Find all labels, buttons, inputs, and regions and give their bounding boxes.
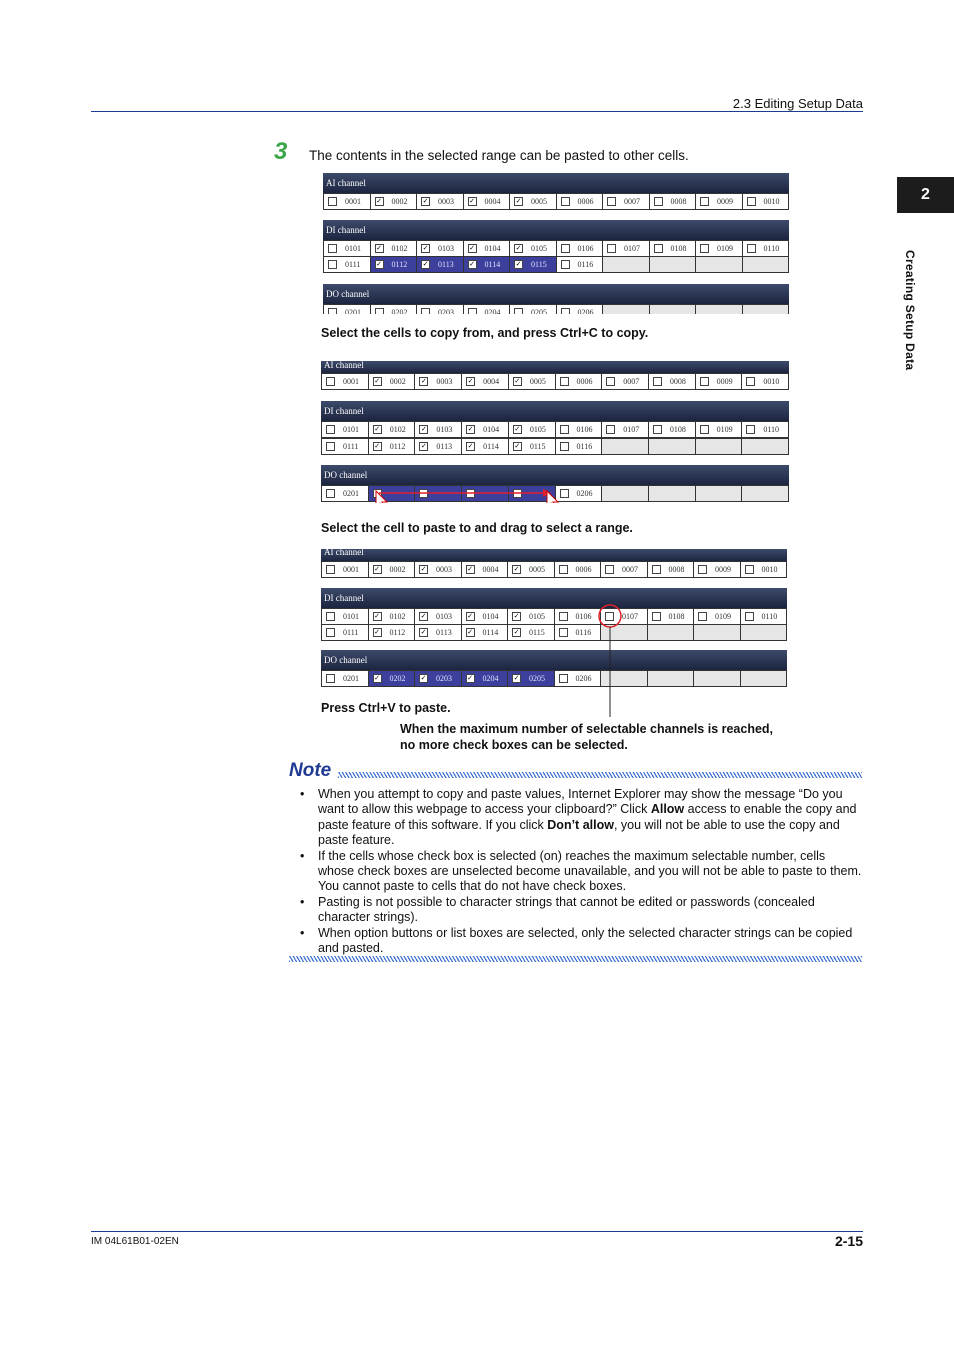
chapter-tab: 2: [897, 177, 954, 213]
checkbox-icon[interactable]: [747, 244, 756, 253]
channel-cell[interactable]: 0107: [601, 422, 648, 437]
caption-paste: Press Ctrl+V to paste.: [321, 701, 451, 715]
channel-cell[interactable]: ✓ 0002: [368, 562, 415, 577]
channel-cell[interactable]: 0007: [601, 374, 648, 389]
channel-cell[interactable]: 0201: [322, 486, 368, 501]
checkbox-icon[interactable]: [698, 565, 707, 574]
channel-cell[interactable]: 0010: [742, 194, 789, 209]
channel-cell-pasted[interactable]: ✓ 0203: [414, 671, 461, 686]
checkbox-checked-icon[interactable]: ✓: [420, 442, 427, 450]
dont-allow-term: Don’t allow: [547, 817, 614, 832]
header-rule: [91, 111, 863, 112]
note-bottom-stripe: [289, 956, 862, 962]
checkbox-icon[interactable]: [326, 628, 335, 637]
empty-cell: [693, 625, 740, 640]
chapter-title: Creating Setup Data: [903, 250, 917, 371]
checkbox-icon[interactable]: [747, 197, 756, 206]
checkbox-checked-icon[interactable]: ✓: [469, 244, 475, 252]
channel-cell[interactable]: 0010: [740, 562, 787, 577]
checkbox-icon[interactable]: [326, 674, 335, 683]
screenshot-drag: [321, 361, 789, 503]
checkbox-checked-icon[interactable]: ✓: [376, 197, 382, 205]
checkbox-checked-icon[interactable]: ✓: [513, 612, 520, 620]
checkbox-checked-icon[interactable]: ✓: [515, 260, 522, 268]
channel-row: [321, 670, 787, 687]
checkbox-icon[interactable]: [745, 612, 754, 621]
checkbox-icon[interactable]: [698, 612, 707, 621]
callout-overlay: [590, 600, 630, 720]
checkbox-checked-icon[interactable]: ✓: [374, 674, 380, 682]
channel-cell[interactable]: ✓ 0113: [414, 439, 461, 454]
channel-cell[interactable]: 0201: [324, 305, 370, 314]
empty-cell: [693, 671, 740, 686]
channel-row: [321, 561, 787, 578]
channel-cell[interactable]: 0206: [555, 486, 602, 501]
channel-cell[interactable]: 0108: [649, 241, 696, 256]
callout-circle: [599, 605, 621, 627]
page-number: 2-15: [834, 1233, 863, 1249]
checkbox-checked-icon[interactable]: ✓: [374, 612, 380, 620]
channel-cell[interactable]: 0116: [556, 257, 603, 272]
channel-cell[interactable]: ✓ 0113: [414, 625, 461, 640]
channel-cell[interactable]: ✓ 0105: [509, 241, 556, 256]
channel-cell[interactable]: ✓ 0003: [416, 194, 463, 209]
note-item: [300, 926, 862, 957]
bullet: •: [300, 894, 305, 909]
channel-cell[interactable]: 0203: [416, 305, 463, 314]
checkbox-checked-icon[interactable]: ✓: [376, 244, 382, 252]
channel-cell[interactable]: ✓ 0103: [414, 422, 461, 437]
empty-cell: [602, 305, 649, 314]
checkbox-checked-icon[interactable]: ✓: [513, 628, 520, 636]
checkbox-checked-icon[interactable]: ✓: [467, 442, 474, 450]
checkbox-icon[interactable]: [514, 308, 523, 314]
checkbox-checked-icon[interactable]: ✓: [513, 565, 520, 573]
channel-cell[interactable]: 0110: [742, 241, 789, 256]
channel-cell[interactable]: ✓ 0104: [461, 609, 508, 624]
checkbox-icon[interactable]: [654, 197, 663, 206]
channel-cell[interactable]: 0108: [648, 422, 695, 437]
channel-cell[interactable]: ✓ 0115: [508, 439, 555, 454]
checkbox-checked-icon[interactable]: ✓: [469, 197, 475, 205]
channel-cell[interactable]: 0111: [322, 439, 368, 454]
channel-cell[interactable]: ✓ 0005: [509, 194, 556, 209]
channel-cell[interactable]: 0008: [649, 194, 696, 209]
channel-cell[interactable]: 0201: [322, 671, 368, 686]
channel-cell[interactable]: 0007: [600, 562, 647, 577]
note-text: [318, 787, 862, 849]
channel-cell[interactable]: 0108: [647, 609, 694, 624]
channel-cell[interactable]: 0101: [322, 422, 368, 437]
empty-cell: [740, 625, 787, 640]
checkbox-icon[interactable]: [559, 674, 568, 683]
checkbox-checked-icon[interactable]: ✓: [467, 377, 474, 385]
channel-cell[interactable]: 0101: [324, 241, 370, 256]
checkbox-icon[interactable]: [607, 244, 616, 253]
checkbox-icon[interactable]: [328, 308, 337, 314]
channel-cell[interactable]: ✓ 0104: [461, 422, 508, 437]
channel-cell[interactable]: 0106: [555, 422, 602, 437]
checkbox-icon[interactable]: [328, 197, 337, 206]
note-text: Pasting is not possible to character strings that cannot be edited or passwords (concealed character strings).: [318, 894, 815, 925]
checkbox-checked-icon[interactable]: ✓: [420, 377, 427, 385]
channel-cell-selected[interactable]: ✓ 0115: [509, 257, 556, 272]
channel-cell[interactable]: 0204: [463, 305, 510, 314]
footer-rule: [91, 1231, 863, 1232]
channel-cell[interactable]: 0008: [647, 562, 694, 577]
channel-cell[interactable]: ✓ 0005: [508, 374, 555, 389]
channel-cell-pasted[interactable]: ✓ 0202: [368, 671, 415, 686]
checkbox-checked-icon[interactable]: ✓: [467, 628, 473, 636]
channel-cell[interactable]: ✓ 0102: [368, 609, 415, 624]
checkbox-icon[interactable]: [561, 197, 570, 206]
channel-row: [321, 624, 787, 641]
checkbox-icon[interactable]: [652, 565, 661, 574]
checkbox-checked-icon[interactable]: ✓: [514, 442, 521, 450]
channel-cell[interactable]: 0109: [693, 609, 740, 624]
channel-cell[interactable]: 0107: [600, 609, 647, 624]
channel-row: [323, 240, 789, 257]
channel-cell[interactable]: 0009: [695, 194, 742, 209]
checkbox-checked-icon[interactable]: ✓: [374, 377, 381, 385]
ai-channel-bar: AI channel: [321, 361, 789, 373]
channel-cell[interactable]: 0206: [554, 671, 601, 686]
bullet: •: [300, 787, 305, 801]
channel-cell[interactable]: 0202: [370, 305, 417, 314]
channel-cell[interactable]: 0111: [324, 257, 370, 272]
note-item: [300, 895, 862, 926]
channel-cell[interactable]: 0116: [554, 625, 601, 640]
checkbox-icon[interactable]: [326, 565, 335, 574]
checkbox-checked-icon[interactable]: ✓: [469, 260, 475, 268]
channel-cell[interactable]: 0009: [695, 374, 742, 389]
channel-cell[interactable]: ✓ 0004: [461, 562, 508, 577]
checkbox-icon[interactable]: [605, 565, 614, 574]
channel-cell[interactable]: 0010: [741, 374, 788, 389]
channel-cell[interactable]: ✓ 0112: [368, 625, 415, 640]
empty-cell: [695, 257, 742, 272]
checkbox-checked-icon[interactable]: ✓: [420, 612, 427, 620]
checkbox-checked-icon[interactable]: ✓: [514, 425, 521, 433]
checkbox-icon[interactable]: [561, 244, 570, 253]
channel-cell[interactable]: 0205: [509, 305, 556, 314]
step-number: 3: [274, 138, 288, 165]
channel-cell[interactable]: ✓ 0003: [414, 374, 461, 389]
channel-cell[interactable]: 0009: [693, 562, 740, 577]
mouse-cursor-icon: [547, 491, 558, 503]
channel-row: [323, 304, 789, 314]
channel-cell[interactable]: ✓ 0103: [414, 609, 461, 624]
caption-copy: Select the cells to copy from, and press Ctrl+C to copy.: [321, 326, 649, 340]
empty-cell: [740, 671, 787, 686]
checkbox-checked-icon[interactable]: ✓: [374, 442, 381, 450]
note-title: Note: [289, 760, 332, 781]
bullet: •: [300, 925, 305, 940]
checkbox-icon[interactable]: [561, 260, 570, 269]
empty-cell: [742, 305, 789, 314]
checkbox-checked-icon[interactable]: ✓: [515, 244, 522, 252]
checkbox-icon[interactable]: [607, 197, 616, 206]
channel-cell[interactable]: 0001: [322, 374, 368, 389]
note-text-part: access to enable the copy and paste feature of this software. If you click: [318, 802, 857, 832]
checkbox-checked-icon[interactable]: ✓: [467, 612, 473, 620]
checkbox-icon[interactable]: [652, 612, 661, 621]
checkbox-icon[interactable]: [468, 308, 477, 314]
empty-cell: [647, 671, 694, 686]
di-channel-bar: DI channel: [323, 220, 789, 240]
channel-cell[interactable]: 0106: [556, 241, 603, 256]
channel-cell[interactable]: ✓ 0102: [370, 241, 417, 256]
checkbox-checked-icon[interactable]: ✓: [374, 425, 381, 433]
empty-cell: [602, 257, 649, 272]
empty-cell: [742, 257, 789, 272]
checkbox-icon[interactable]: [326, 612, 335, 621]
channel-cell[interactable]: 0206: [556, 305, 603, 314]
checkbox-icon[interactable]: [654, 244, 663, 253]
checkbox-icon[interactable]: [700, 244, 709, 253]
caption-drag: Select the cell to paste to and drag to select a range.: [321, 521, 633, 535]
channel-cell[interactable]: ✓ 0105: [507, 609, 554, 624]
screenshot-paste: [321, 549, 787, 687]
channel-cell[interactable]: 0107: [602, 241, 649, 256]
channel-cell[interactable]: ✓ 0005: [507, 562, 554, 577]
di-channel-bar: DI channel: [321, 401, 789, 421]
checkbox-icon[interactable]: [559, 628, 568, 637]
empty-cell: [695, 305, 742, 314]
ai-channel-bar: AI channel: [321, 549, 787, 561]
empty-cell: [647, 625, 694, 640]
checkbox-checked-icon[interactable]: ✓: [374, 565, 380, 573]
checkbox-checked-icon[interactable]: ✓: [420, 674, 427, 682]
channel-cell[interactable]: 0101: [322, 609, 368, 624]
doc-id: IM 04L61B01-02EN: [91, 1236, 179, 1247]
channel-cell[interactable]: 0008: [648, 374, 695, 389]
empty-cell: [649, 257, 696, 272]
do-channel-bar: DO channel: [323, 284, 789, 304]
checkbox-icon[interactable]: [559, 565, 568, 574]
channel-cell-pasted[interactable]: ✓ 0205: [507, 671, 554, 686]
channel-cell[interactable]: ✓ 0114: [461, 625, 508, 640]
channel-cell[interactable]: ✓ 0004: [461, 374, 508, 389]
channel-cell[interactable]: ✓ 0004: [463, 194, 510, 209]
bullet: •: [300, 848, 305, 863]
channel-row: [323, 193, 789, 210]
channel-cell[interactable]: 0001: [322, 562, 368, 577]
do-channel-bar: DO channel: [321, 465, 789, 485]
checkbox-checked-icon[interactable]: ✓: [513, 674, 520, 682]
channel-cell-pasted[interactable]: ✓ 0204: [461, 671, 508, 686]
channel-cell[interactable]: 0110: [741, 422, 788, 437]
channel-cell[interactable]: ✓ 0114: [461, 439, 508, 454]
channel-cell[interactable]: ✓ 0105: [508, 422, 555, 437]
checkbox-checked-icon[interactable]: ✓: [374, 628, 380, 636]
channel-cell[interactable]: 0001: [324, 194, 370, 209]
do-channel-bar: DO channel: [321, 650, 787, 670]
checkbox-checked-icon[interactable]: ✓: [420, 565, 427, 573]
checkbox-icon[interactable]: [421, 308, 430, 314]
channel-cell[interactable]: ✓ 0115: [507, 625, 554, 640]
channel-cell[interactable]: 0007: [602, 194, 649, 209]
checkbox-checked-icon[interactable]: ✓: [422, 244, 429, 252]
note-item: [300, 787, 862, 849]
note-text: If the cells whose check box is selected (on) reaches the maximum selectable number, cells whose check boxes are unselected become unavailable, and you will not be able to paste to them. You cannot paste to cells that do not have check boxes.: [318, 848, 862, 894]
channel-cell[interactable]: ✓ 0103: [416, 241, 463, 256]
checkbox-checked-icon[interactable]: ✓: [420, 425, 427, 433]
channel-cell[interactable]: 0109: [695, 241, 742, 256]
channel-cell[interactable]: ✓ 0002: [370, 194, 417, 209]
channel-cell[interactable]: 0116: [555, 439, 602, 454]
channel-cell-selected[interactable]: ✓ 0112: [370, 257, 417, 272]
checkbox-checked-icon[interactable]: ✓: [376, 260, 382, 268]
channel-cell-selected[interactable]: ✓ 0113: [416, 257, 463, 272]
channel-cell[interactable]: ✓ 0003: [414, 562, 461, 577]
checkbox-checked-icon[interactable]: ✓: [422, 260, 429, 268]
checkbox-icon[interactable]: [375, 308, 384, 314]
note-item: [300, 849, 862, 895]
channel-cell[interactable]: 0006: [554, 562, 601, 577]
checkbox-checked-icon[interactable]: ✓: [467, 565, 473, 573]
channel-cell[interactable]: 0006: [556, 194, 603, 209]
channel-cell[interactable]: ✓ 0112: [368, 439, 415, 454]
channel-cell[interactable]: ✓ 0104: [463, 241, 510, 256]
ai-channel-bar: AI channel: [323, 173, 789, 193]
section-header: 2.3 Editing Setup Data: [732, 96, 863, 111]
channel-row: [321, 608, 787, 625]
screenshot-copy: [323, 173, 789, 314]
drag-arrow-overlay: [321, 361, 789, 503]
note-list: [300, 787, 862, 956]
caption-max-line2: no more check boxes can be selected.: [400, 738, 628, 752]
channel-row: [323, 256, 789, 273]
note-text-part: When you attempt to copy and paste values, Internet Explorer may show the message “Do you want to allow this webpage to access your clipboard?” Click: [318, 787, 843, 817]
note-text: When option buttons or list boxes are selected, only the selected character strings can be copied and pasted.: [318, 925, 853, 956]
checkbox-icon[interactable]: [561, 308, 570, 314]
channel-cell[interactable]: 0109: [695, 422, 742, 437]
note-text-part: , you will not be able to use the copy and paste feature.: [318, 817, 840, 848]
checkbox-icon[interactable]: [328, 244, 337, 253]
checkbox-icon[interactable]: [745, 565, 754, 574]
channel-cell[interactable]: 0110: [740, 609, 787, 624]
caption-max-line1: When the maximum number of selectable channels is reached,: [400, 722, 774, 736]
di-channel-bar: DI channel: [321, 588, 787, 608]
checkbox-checked-icon[interactable]: ✓: [514, 377, 521, 385]
empty-cell: [649, 305, 696, 314]
channel-cell[interactable]: 0006: [555, 374, 602, 389]
checkbox-checked-icon[interactable]: ✓: [515, 197, 522, 205]
checkbox-checked-icon[interactable]: ✓: [420, 628, 427, 636]
checkbox-checked-icon[interactable]: ✓: [467, 674, 473, 682]
step-text: The contents in the selected range can be pasted to other cells.: [309, 148, 689, 163]
checkbox-checked-icon[interactable]: ✓: [422, 197, 429, 205]
note-top-stripe: [338, 772, 862, 778]
checkbox-icon[interactable]: [559, 612, 568, 621]
allow-term: Allow: [650, 802, 685, 817]
channel-cell[interactable]: 0106: [554, 609, 601, 624]
channel-cell[interactable]: ✓ 0102: [368, 422, 415, 437]
checkbox-icon[interactable]: [328, 260, 337, 269]
channel-cell-selected[interactable]: ✓ 0114: [463, 257, 510, 272]
checkbox-icon[interactable]: [700, 197, 709, 206]
channel-cell[interactable]: ✓ 0002: [368, 374, 415, 389]
channel-cell[interactable]: 0111: [322, 625, 368, 640]
checkbox-checked-icon[interactable]: ✓: [467, 425, 474, 433]
